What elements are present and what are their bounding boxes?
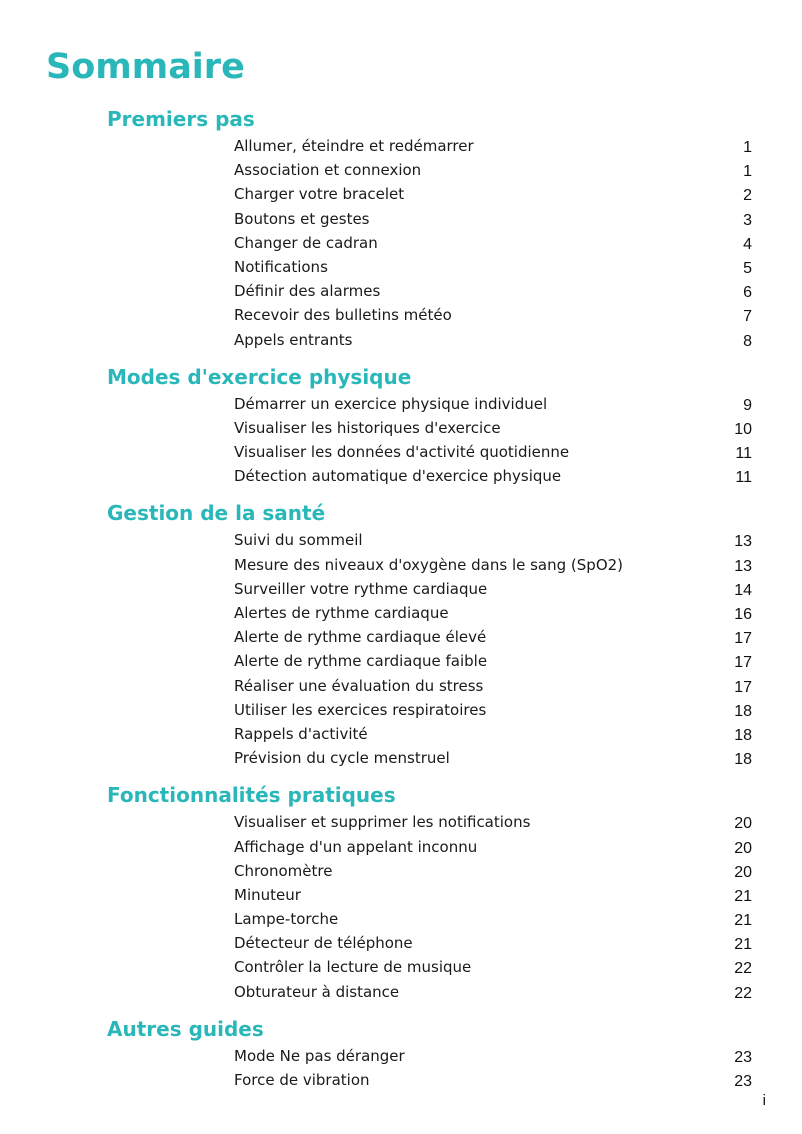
toc-entry-title[interactable]: Charger votre bracelet	[234, 185, 405, 204]
toc-entry[interactable]	[0, 861, 802, 885]
toc-entry-page-number[interactable]: 17	[734, 630, 752, 648]
toc-entry-title[interactable]: Visualiser et supprimer les notifications	[234, 813, 531, 832]
toc-entry-page-number[interactable]: 23	[734, 1073, 752, 1090]
toc-entry-page-number[interactable]: 10	[734, 420, 752, 438]
toc-entry[interactable]	[0, 909, 802, 933]
page-title: Sommaire	[46, 47, 245, 87]
toc-entry[interactable]	[0, 676, 802, 700]
toc-entry-title[interactable]: Détecteur de téléphone	[234, 934, 413, 953]
toc-entry-title[interactable]: Association et connexion	[234, 161, 422, 180]
section-heading[interactable]: Fonctionnalités pratiques	[107, 783, 396, 808]
toc-entry[interactable]	[0, 136, 802, 160]
toc-section	[0, 780, 802, 1006]
toc-entry[interactable]	[0, 651, 802, 675]
toc-entry-title[interactable]: Chronomètre	[234, 861, 333, 880]
toc-entry-title[interactable]: Mesure des niveaux d'oxygène dans le sang (SpO2)	[234, 555, 624, 574]
toc-entry-page-number[interactable]: 7	[743, 308, 752, 326]
toc-entry[interactable]	[0, 837, 802, 861]
toc-entry-title[interactable]: Obturateur à distance	[234, 982, 400, 1001]
toc-entry[interactable]	[0, 1070, 802, 1094]
toc-entry-page-number[interactable]: 18	[734, 751, 752, 769]
toc-entry[interactable]	[0, 394, 802, 418]
toc-entry[interactable]	[0, 933, 802, 957]
toc-entry-page-number[interactable]: 22	[734, 960, 752, 978]
toc-entry-title[interactable]: Recevoir des bulletins météo	[234, 306, 452, 325]
toc-entry[interactable]	[0, 982, 802, 1006]
toc-entry-title[interactable]: Alerte de rythme cardiaque élevé	[234, 628, 487, 647]
toc-entry-title[interactable]: Détection automatique d'exercice physique	[234, 467, 562, 486]
toc-entry-page-number[interactable]: 16	[734, 606, 752, 623]
toc-entry-page-number[interactable]: 13	[734, 557, 752, 575]
toc-entry-title[interactable]: Affichage d'un appelant inconnu	[234, 837, 478, 856]
toc-section	[0, 104, 802, 354]
toc-section	[0, 362, 802, 491]
toc-entry[interactable]	[0, 418, 802, 442]
toc-entry-page-number[interactable]: 20	[734, 815, 752, 833]
toc-section	[0, 1014, 802, 1094]
toc-entry-page-number[interactable]: 18	[734, 726, 752, 744]
toc-entry-title[interactable]: Minuteur	[234, 885, 301, 904]
toc-entry-title[interactable]: Notifications	[234, 257, 328, 276]
toc-entry-title[interactable]: Visualiser les données d'activité quotidienne	[234, 443, 570, 462]
toc-entry-page-number[interactable]: 6	[743, 284, 752, 302]
toc-entry[interactable]	[0, 305, 802, 329]
toc-entry-page-number[interactable]: 13	[734, 533, 752, 551]
toc-entry-page-number[interactable]: 3	[743, 211, 752, 229]
section-heading[interactable]: Autres guides	[107, 1016, 264, 1041]
toc-entry-page-number[interactable]: 14	[734, 581, 752, 599]
toc-entry[interactable]	[0, 466, 802, 490]
toc-entry-title[interactable]: Définir des alarmes	[234, 282, 381, 301]
toc-entry[interactable]	[0, 724, 802, 748]
toc-entry-title[interactable]: Visualiser les historiques d'exercice	[234, 418, 501, 437]
toc-entry-page-number[interactable]: 18	[734, 702, 752, 720]
toc-entry[interactable]	[0, 1046, 802, 1070]
toc-entry[interactable]	[0, 160, 802, 184]
toc-entry-page-number[interactable]: 8	[743, 332, 752, 350]
toc-entry-title[interactable]: Surveiller votre rythme cardiaque	[234, 579, 488, 598]
toc-entry[interactable]	[0, 555, 802, 579]
toc-entry-title[interactable]: Force de vibration	[234, 1071, 370, 1089]
toc-entry[interactable]	[0, 748, 802, 772]
table-of-contents	[0, 104, 802, 1094]
toc-entry-page-number[interactable]: 23	[734, 1048, 752, 1066]
toc-entry-title[interactable]: Appels entrants	[234, 330, 353, 349]
toc-entry[interactable]	[0, 603, 802, 627]
toc-entry-page-number[interactable]: 21	[734, 887, 752, 905]
toc-entry-title[interactable]: Démarrer un exercice physique individuel	[234, 394, 548, 413]
toc-entry[interactable]	[0, 885, 802, 909]
section-heading[interactable]: Premiers pas	[107, 107, 255, 131]
toc-entry-page-number[interactable]: 17	[734, 654, 752, 672]
toc-entry-title[interactable]: Lampe-torche	[234, 910, 339, 929]
toc-entry-title[interactable]: Prévision du cycle menstruel	[234, 749, 450, 768]
toc-entry[interactable]	[0, 442, 802, 466]
toc-entry-page-number[interactable]: 20	[734, 839, 752, 857]
toc-entry[interactable]	[0, 184, 802, 208]
toc-entry[interactable]	[0, 579, 802, 603]
toc-entry-title[interactable]: Alerte de rythme cardiaque faible	[234, 652, 488, 671]
toc-entry-page-number[interactable]: 21	[734, 936, 752, 954]
toc-entry[interactable]	[0, 957, 802, 981]
toc-entry-title[interactable]: Suivi du sommeil	[234, 531, 363, 550]
toc-entry[interactable]	[0, 700, 802, 724]
toc-entry-page-number[interactable]: 1	[743, 139, 752, 156]
toc-section	[0, 498, 802, 772]
page-number: i	[762, 1092, 766, 1109]
toc-entry[interactable]	[0, 281, 802, 305]
toc-entry[interactable]	[0, 812, 802, 836]
toc-entry-title[interactable]: Allumer, éteindre et redémarrer	[234, 137, 474, 155]
toc-entry-title[interactable]: Contrôler la lecture de musique	[234, 958, 472, 977]
toc-entry-title[interactable]: Changer de cadran	[234, 233, 378, 252]
toc-entry-page-number[interactable]: 11	[735, 445, 752, 463]
toc-entry-page-number[interactable]: 22	[734, 984, 752, 1002]
toc-entry[interactable]	[0, 530, 802, 554]
toc-entry[interactable]	[0, 257, 802, 281]
toc-entry-title[interactable]: Utiliser les exercices respiratoires	[234, 700, 487, 719]
toc-entry-title[interactable]: Réaliser une évaluation du stress	[234, 676, 484, 695]
toc-entry-title[interactable]: Mode Ne pas déranger	[234, 1046, 405, 1065]
toc-entry-page-number[interactable]: 5	[743, 259, 752, 277]
toc-entry[interactable]	[0, 209, 802, 233]
toc-entry-page-number[interactable]: 2	[743, 187, 752, 205]
toc-entry-title[interactable]: Alertes de rythme cardiaque	[234, 604, 449, 622]
toc-entry-page-number[interactable]: 21	[734, 912, 752, 930]
toc-entry-page-number[interactable]: 17	[734, 678, 752, 696]
toc-entry-page-number[interactable]: 1	[743, 163, 752, 181]
toc-entry-title[interactable]: Rappels d'activité	[234, 724, 368, 743]
toc-entry[interactable]	[0, 233, 802, 257]
section-heading[interactable]: Modes d'exercice physique	[107, 364, 412, 389]
toc-entry-title[interactable]: Boutons et gestes	[234, 209, 370, 228]
toc-entry-page-number[interactable]: 4	[743, 235, 752, 253]
toc-entry-page-number[interactable]: 20	[734, 863, 752, 881]
section-heading[interactable]: Gestion de la santé	[107, 501, 326, 526]
toc-entry[interactable]	[0, 627, 802, 651]
toc-entry-page-number[interactable]: 9	[743, 396, 752, 414]
toc-entry-page-number[interactable]: 11	[735, 469, 752, 487]
toc-entry[interactable]	[0, 330, 802, 354]
